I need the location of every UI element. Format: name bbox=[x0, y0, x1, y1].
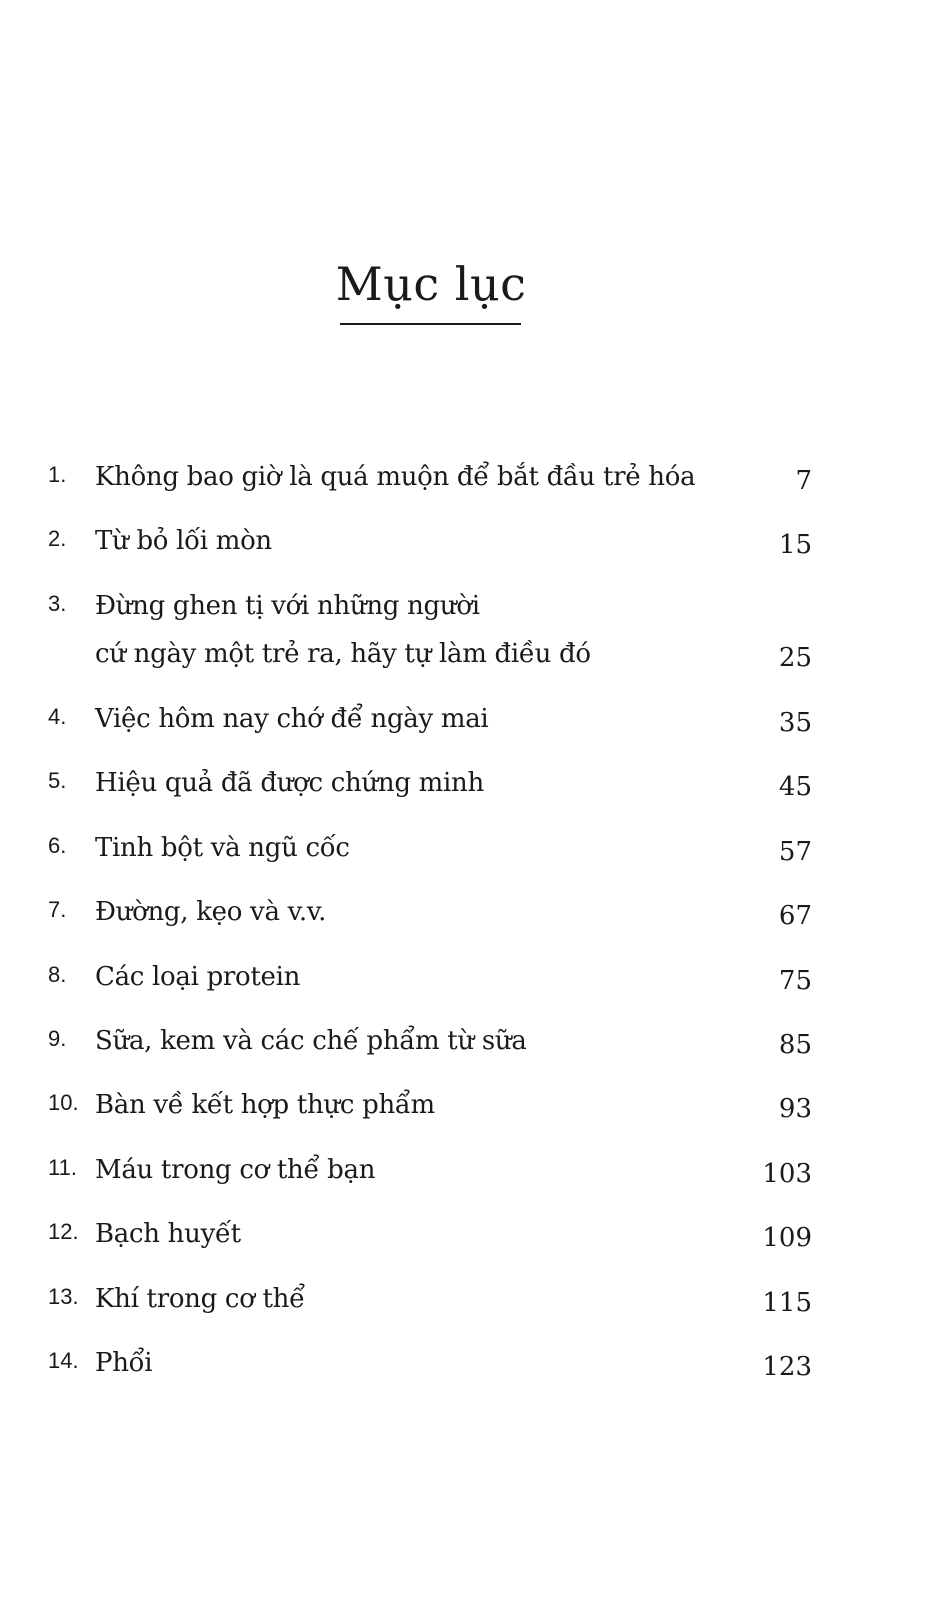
toc-entry-page-number: 67 bbox=[778, 901, 812, 931]
toc-entry-page-number: 25 bbox=[778, 643, 812, 673]
toc-entry-title-line: Khí trong cơ thể bbox=[95, 1284, 305, 1314]
toc-entry-number: 13. bbox=[48, 1284, 79, 1309]
toc-entry-page-number: 7 bbox=[795, 466, 812, 496]
toc-entry-number: 3. bbox=[48, 591, 67, 616]
toc-entry-title-line: Bàn về kết hợp thực phẩm bbox=[95, 1090, 435, 1120]
toc-entry-title-line: Hiệu quả đã được chứng minh bbox=[95, 768, 484, 798]
toc-entry-number: 8. bbox=[48, 962, 67, 987]
toc-entry-title bbox=[95, 824, 350, 872]
toc-entry-page-number: 115 bbox=[762, 1288, 812, 1318]
toc-entry-title-line: Từ bỏ lối mòn bbox=[95, 526, 272, 556]
toc-entry-title bbox=[95, 1017, 527, 1065]
toc-entry-page-number: 103 bbox=[762, 1159, 812, 1189]
toc-entry-title bbox=[95, 695, 488, 743]
toc-entry-number: 14. bbox=[48, 1348, 79, 1373]
toc-entry-number: 2. bbox=[48, 526, 67, 551]
toc-entry-page-number: 57 bbox=[778, 837, 812, 867]
toc-entry-number: 5. bbox=[48, 768, 67, 793]
toc-entry-number: 10. bbox=[48, 1090, 79, 1115]
toc-entry-title bbox=[95, 1081, 435, 1129]
toc-entry-title-line: Đường, kẹo và v.v. bbox=[95, 897, 327, 927]
toc-entry-number: 6. bbox=[48, 833, 67, 858]
toc-entry-page-number: 45 bbox=[778, 772, 812, 802]
toc-entry-title-line: Phổi bbox=[95, 1348, 153, 1378]
toc-entry-number: 12. bbox=[48, 1219, 79, 1244]
toc-entry-page-number: 123 bbox=[762, 1352, 812, 1382]
toc-entry-title-line: Không bao giờ là quá muộn để bắt đầu trẻ hóa bbox=[95, 462, 696, 492]
page-title: Mục lục bbox=[335, 257, 527, 311]
toc-entry-page-number: 75 bbox=[778, 966, 812, 996]
toc-entry-number: 4. bbox=[48, 704, 67, 729]
toc-entry-title-line: Máu trong cơ thể bạn bbox=[95, 1155, 376, 1185]
toc-entry-title bbox=[95, 1275, 305, 1323]
toc-entry-number: 1. bbox=[48, 462, 67, 487]
toc-entry-title-line: Sữa, kem và các chế phẩm từ sữa bbox=[95, 1026, 527, 1056]
toc-entry-number: 11. bbox=[48, 1155, 77, 1180]
toc-entry-page-number: 35 bbox=[778, 708, 812, 738]
toc-entry-title bbox=[95, 1146, 375, 1194]
toc-entry-title-line: Đừng ghen tị với những người bbox=[95, 591, 480, 621]
title-underline bbox=[340, 323, 521, 325]
toc-entry-number: 9. bbox=[48, 1026, 67, 1051]
toc-entry-title-line: Tinh bột và ngũ cốc bbox=[95, 833, 350, 863]
toc-entry-title bbox=[95, 953, 300, 1001]
toc-entry-page-number: 93 bbox=[778, 1094, 812, 1124]
toc-entry-title bbox=[95, 582, 591, 678]
toc-entry-title bbox=[95, 888, 326, 936]
toc-entry-number: 7. bbox=[48, 897, 67, 922]
toc-entry-title-line: Các loại protein bbox=[95, 962, 301, 992]
toc-entry-title bbox=[95, 1339, 152, 1387]
toc-entry-page-number: 85 bbox=[778, 1030, 812, 1060]
toc-entry-title-line: cứ ngày một trẻ ra, hãy tự làm điều đó bbox=[95, 639, 591, 669]
toc-entry-title bbox=[95, 759, 484, 807]
toc-entry-title bbox=[95, 517, 272, 565]
toc-entry-title bbox=[95, 1210, 241, 1258]
toc-entry-page-number: 15 bbox=[778, 530, 812, 560]
toc-entry-title bbox=[95, 453, 695, 501]
toc-entry-title-line: Bạch huyết bbox=[95, 1219, 241, 1249]
toc-entry-page-number: 109 bbox=[762, 1223, 812, 1253]
toc-entry-title-line: Việc hôm nay chớ để ngày mai bbox=[95, 704, 489, 734]
